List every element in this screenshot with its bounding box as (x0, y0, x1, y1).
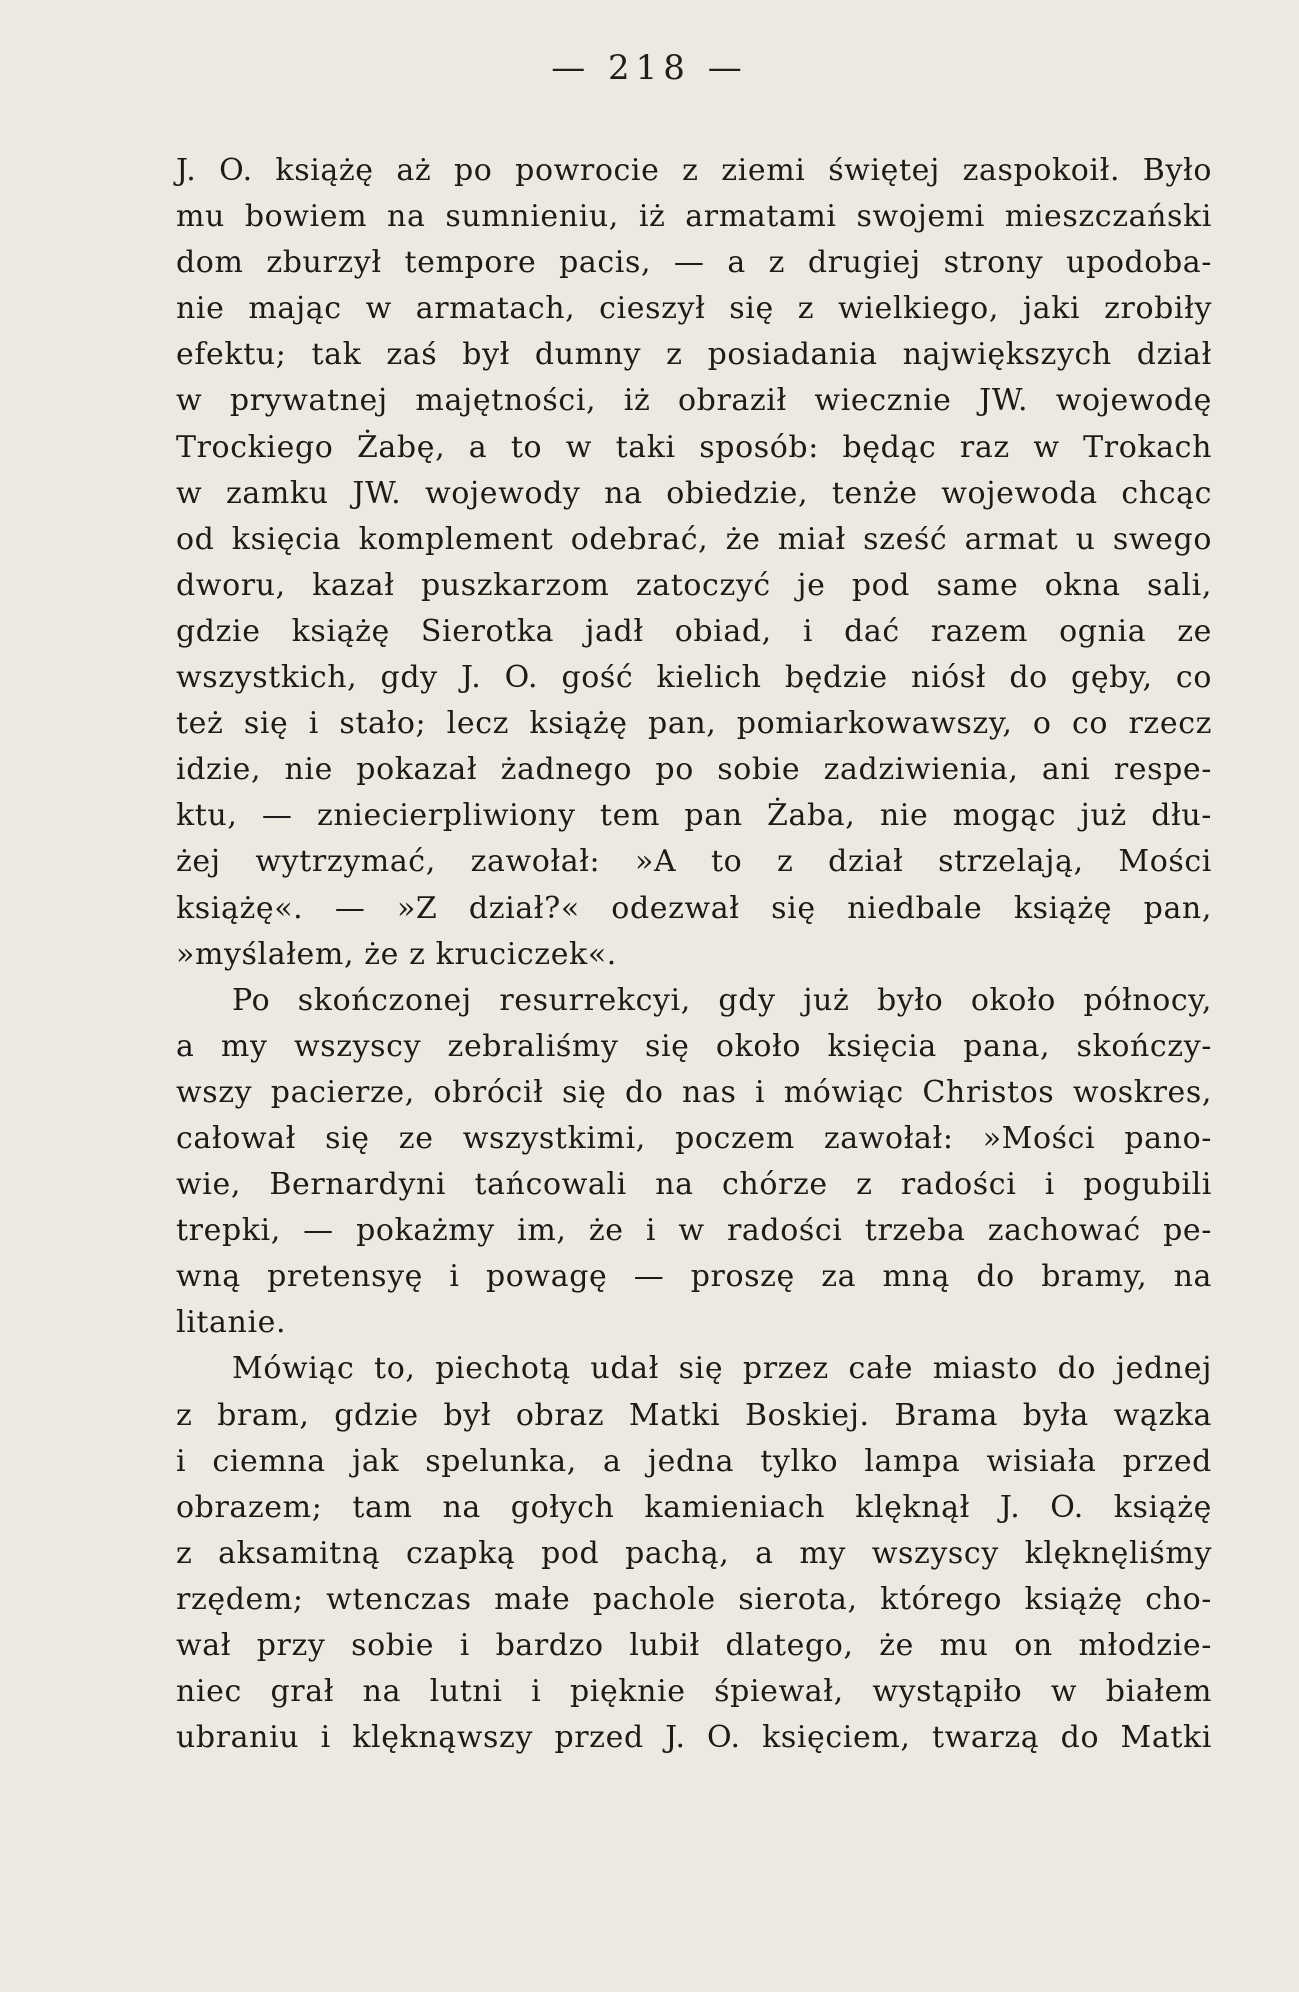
text-line: z bram, gdzie był obraz Matki Boskiej. Brama była wązka (176, 1397, 1212, 1433)
text-line: Mówiąc to, piechotą udał się przez całe miasto do jednej (232, 1351, 1212, 1387)
text-line: też się i stało; lecz książę pan, pomiarkowawszy, o co rzecz (176, 706, 1212, 742)
paragraph-1 (176, 148, 1212, 978)
text-line: wszystkich, gdy J. O. gość kielich będzie niósł do gęby, co (176, 660, 1212, 696)
text-line: idzie, nie pokazał żadnego po sobie zadziwienia, ani respe- (176, 752, 1212, 788)
text-line: od księcia komplement odebrać, że miał sześć armat u swego (176, 521, 1212, 557)
text-line: efektu; tak zaś był dumny z posiadania największych dział (176, 337, 1212, 373)
text-line: ubraniu i klęknąwszy przed J. O. księciem, twarzą do Matki (176, 1720, 1212, 1756)
text-line: litanie. (176, 1305, 287, 1341)
text-line: wną pretensyę i powagę — proszę za mną do bramy, na (176, 1259, 1212, 1295)
text-line: w prywatnej majętności, iż obraził wiecznie JW. wojewodę (176, 383, 1212, 419)
body-text (176, 148, 1212, 1761)
text-line: obrazem; tam na gołych kamieniach klęknął J. O. książę (176, 1489, 1212, 1525)
text-line: z aksamitną czapką pod pachą, a my wszyscy klęknęliśmy (176, 1535, 1212, 1571)
text-line: a my wszyscy zebraliśmy się około księcia pana, skończy- (176, 1028, 1212, 1064)
text-line: dworu, kazał puszkarzom zatoczyć je pod same okna sali, (176, 567, 1212, 603)
text-line: niec grał na lutni i pięknie śpiewał, wystąpiło w białem (176, 1674, 1212, 1710)
text-line: Trockiego Żabę, a to w taki sposób: będąc raz w Trokach (176, 429, 1212, 465)
paragraph-3 (176, 1346, 1212, 1761)
text-line: gdzie książę Sierotka jadł obiad, i dać razem ognia ze (176, 613, 1212, 649)
text-line: nie mając w armatach, cieszył się z wielkiego, jaki zrobiły (176, 291, 1212, 327)
text-line: trepki, — pokażmy im, że i w radości trzeba zachować pe- (176, 1213, 1212, 1249)
text-line: mu bowiem na sumnieniu, iż armatami swojemi mieszczański (176, 199, 1212, 235)
text-line: żej wytrzymać, zawołał: »A to z dział strzelają, Mości (176, 844, 1212, 880)
text-line: dom zburzył tempore pacis, — a z drugiej strony upodoba- (176, 245, 1212, 281)
text-line: J. O. książę aż po powrocie z ziemi świętej zaspokoił. Było (176, 153, 1212, 188)
text-line: książę«. — »Z dział?« odezwał się niedbale książę pan, (176, 890, 1212, 926)
paragraph-2 (176, 978, 1212, 1347)
text-line: w zamku JW. wojewody na obiedzie, tenże wojewoda chcąc (176, 475, 1212, 511)
text-line: ktu, — zniecierpliwiony tem pan Żaba, nie mogąc już dłu- (176, 798, 1212, 834)
text-line: »myślałem, że z kruciczek«. (176, 936, 617, 972)
text-line: i ciemna jak spelunka, a jedna tylko lampa wisiała przed (176, 1443, 1212, 1479)
text-line: wał przy sobie i bardzo lubił dlatego, że mu on młodzie- (176, 1628, 1212, 1663)
text-line: wie, Bernardyni tańcowali na chórze z radości i pogubili (176, 1167, 1212, 1203)
page-number: — 218 — (551, 48, 748, 88)
text-line: całował się ze wszystkimi, poczem zawołał: »Mości pano- (176, 1120, 1212, 1156)
text-line: Po skończonej resurrekcyi, gdy już było około północy, (232, 982, 1212, 1018)
text-line: rzędem; wtenczas małe pachole sierota, którego książę cho- (176, 1581, 1212, 1617)
text-line: wszy pacierze, obrócił się do nas i mówiąc Christos woskres, (176, 1074, 1212, 1110)
